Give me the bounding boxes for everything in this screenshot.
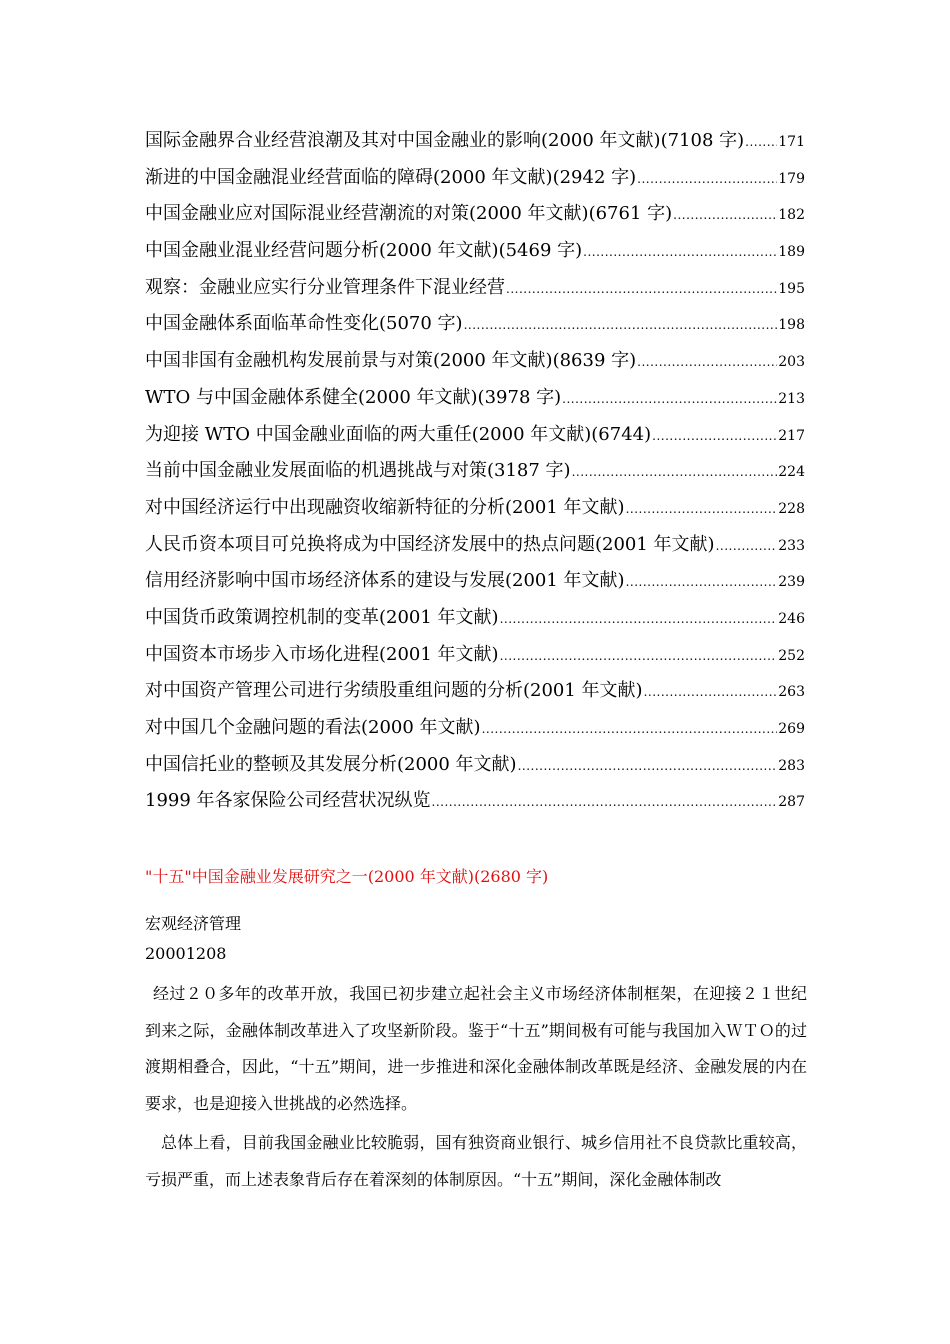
toc-entry-page: 233: [778, 537, 805, 554]
toc-leader-dots: [518, 759, 778, 773]
toc-entry-page: 213: [778, 390, 805, 407]
toc-entry[interactable]: [145, 676, 805, 713]
toc-leader-dots: [652, 429, 777, 443]
toc-entry-page: 189: [778, 244, 805, 261]
toc-entry-page: 217: [778, 427, 805, 444]
toc-leader-dots: [500, 649, 778, 663]
toc-leader-dots: [432, 795, 778, 809]
toc-entry-title: 信用经济影响中国市场经济体系的建设与发展(2001 年文献): [145, 570, 625, 592]
toc-leader-dots: [464, 318, 778, 332]
toc-entry-title: 中国货币政策调控机制的变革(2001 年文献): [145, 606, 499, 628]
toc-leader-dots: [506, 282, 777, 296]
toc-entry[interactable]: [145, 603, 805, 640]
toc-entry-title: 对中国资产管理公司进行劣绩股重组问题的分析(2001 年文献): [145, 680, 643, 702]
toc-entry[interactable]: [145, 493, 805, 530]
toc-entry-page: 252: [778, 647, 805, 664]
toc-entry-title: 国际金融界合业经营浪潮及其对中国金融业的影响(2000 年文献)(7108 字): [145, 130, 745, 151]
toc-entry[interactable]: [145, 346, 805, 383]
toc-leader-dots: [562, 392, 777, 406]
toc-entry-page: 263: [778, 684, 805, 701]
toc-leader-dots: [644, 685, 778, 699]
toc-leader-dots: [637, 355, 777, 369]
paragraph: 总体上看，目前我国金融业比较脆弱，国有独资商业银行、城乡信用社不良贷款比重较高，亏损严重，而上述表象背后存在着深刻的体制原因。“十五”期间，深化金融体制改: [145, 1133, 807, 1189]
toc-leader-dots: [572, 465, 778, 479]
toc-entry-title: 中国金融业应对国际混业经营潮流的对策(2000 年文献)(6761 字): [145, 203, 673, 225]
toc-entry-title: 中国资本市场步入市场化进程(2001 年文献): [145, 643, 499, 665]
toc-entry[interactable]: [145, 420, 805, 457]
toc-entry[interactable]: [145, 530, 805, 567]
article-body: [145, 976, 807, 1198]
toc-entry-page: 228: [778, 500, 805, 517]
toc-leader-dots: [500, 612, 778, 626]
toc-entry[interactable]: [145, 750, 805, 787]
toc-entry-page: 239: [778, 574, 805, 591]
toc-leader-dots: [637, 172, 777, 186]
toc-entry-page: 246: [778, 610, 805, 627]
toc-leader-dots: [482, 722, 778, 736]
paragraph: 经过２０多年的改革开放，我国已初步建立起社会主义市场经济体制框架，在迎接２１世纪到来之际，金融体制改革进入了攻坚新阶段。鉴于“十五”期间极有可能与我国加入ＷＴＯ的过渡期相叠合，因此，“十五”期间，进一步推进和深化金融体制改革既是经济、金融发展的内在要求，也是迎接入世挑战的必然选择。: [145, 984, 807, 1113]
toc-entry[interactable]: [145, 163, 805, 200]
toc-entry[interactable]: [145, 126, 805, 163]
article-heading: "十五"中国金融业发展研究之一(2000 年文献)(2680 字): [145, 867, 549, 886]
toc-entry[interactable]: [145, 456, 805, 493]
toc-entry-title: 1999 年各家保险公司经营状况纵览: [145, 790, 431, 812]
toc-leader-dots: [583, 245, 777, 259]
toc-entry[interactable]: [145, 566, 805, 603]
toc-entry-page: 195: [778, 280, 805, 297]
toc-entry[interactable]: [145, 273, 805, 310]
toc-entry-page: 171: [778, 134, 805, 150]
toc-entry-title: 中国信托业的整顿及其发展分析(2000 年文献): [145, 753, 517, 775]
toc-entry-title: 对中国经济运行中出现融资收缩新特征的分析(2001 年文献): [145, 496, 625, 518]
toc-leader-dots: [626, 575, 778, 589]
toc-entry-title: 中国非国有金融机构发展前景与对策(2000 年文献)(8639 字): [145, 350, 637, 372]
toc-entry-title: 中国金融体系面临革命性变化(5070 字): [145, 313, 463, 335]
toc-entry-title: 当前中国金融业发展面临的机遇挑战与对策(3187 字): [145, 460, 571, 482]
toc-entry-page: 224: [778, 464, 805, 481]
toc-entry-page: 287: [778, 794, 805, 811]
toc-entry-page: 198: [778, 317, 805, 334]
toc-entry-page: 182: [778, 207, 805, 224]
toc-entry[interactable]: [145, 383, 805, 420]
table-of-contents: [145, 126, 805, 823]
toc-entry-page: 203: [778, 354, 805, 371]
article-category: 宏观经济管理: [145, 914, 242, 933]
toc-entry[interactable]: [145, 713, 805, 750]
toc-entry-title: 为迎接 WTO 中国金融业面临的两大重任(2000 年文献)(6744): [145, 423, 652, 445]
toc-entry-title: WTO 与中国金融体系健全(2000 年文献)(3978 字): [145, 386, 562, 408]
toc-entry-title: 人民币资本项目可兑换将成为中国经济发展中的热点问题(2001 年文献): [145, 533, 715, 555]
toc-entry[interactable]: [145, 309, 805, 346]
toc-leader-dots: [626, 502, 778, 516]
toc-entry-page: 269: [778, 721, 805, 737]
toc-entry-page: 179: [778, 170, 805, 187]
toc-entry-title: 渐进的中国金融混业经营面临的障碍(2000 年文献)(2942 字): [145, 166, 637, 188]
toc-entry[interactable]: [145, 640, 805, 677]
toc-entry[interactable]: [145, 199, 805, 236]
article-date: 20001208: [145, 944, 227, 963]
toc-leader-dots: [716, 539, 778, 553]
toc-leader-dots: [673, 208, 777, 222]
toc-entry-title: 中国金融业混业经营问题分析(2000 年文献)(5469 字): [145, 240, 583, 262]
toc-entry-title: 观察：金融业应实行分业管理条件下混业经营: [145, 276, 505, 298]
toc-entry-title: 对中国几个金融问题的看法(2000 年文献): [145, 717, 481, 738]
toc-entry-page: 283: [778, 757, 805, 774]
toc-entry[interactable]: [145, 786, 805, 823]
toc-leader-dots: [745, 135, 777, 149]
toc-entry[interactable]: [145, 236, 805, 273]
